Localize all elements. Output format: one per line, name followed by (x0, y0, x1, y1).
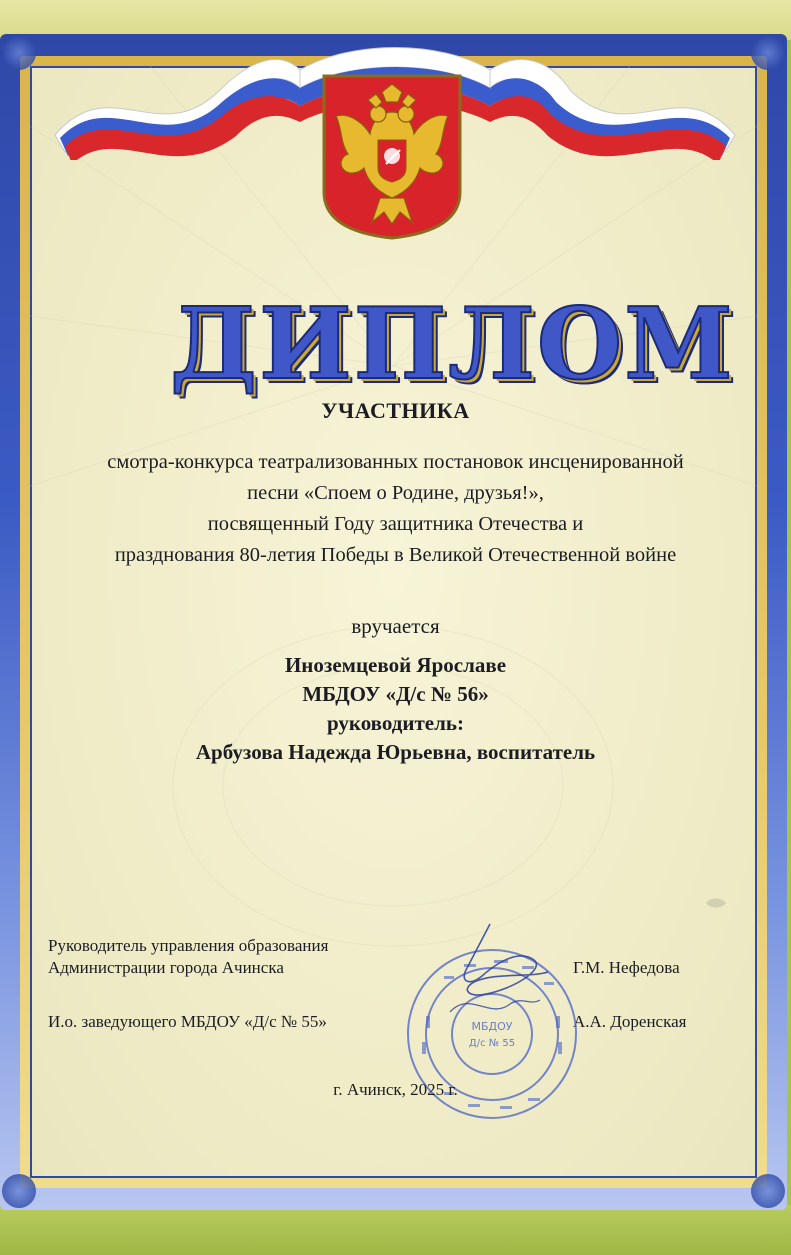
city-year: г. Ачинск, 2025 г. (333, 1080, 458, 1099)
recipient-block (40, 651, 751, 767)
description-line: празднования 80-летия Победы в Великой Отечественной войне (114, 544, 677, 566)
stamp-text-1: МБДОУ (471, 1020, 513, 1033)
diploma-subtitle: УЧАСТНИКА (321, 398, 470, 423)
corner-ornament-top-left (2, 36, 36, 70)
stamp-text-2: Д/с № 55 (468, 1038, 516, 1049)
corner-ornament-bottom-left (2, 1174, 36, 1208)
official-name: Г.М. Нефедова (573, 958, 680, 977)
official-title-row-2 (48, 958, 728, 980)
diploma-title (170, 287, 735, 402)
description-line: посвященный Году защитника Отечества и (207, 513, 584, 535)
supervisor-name: Арбузова Надежда Юрьевна, воспитатель (195, 740, 596, 764)
recipient-organization: МБДОУ «Д/с № 56» (302, 682, 489, 706)
russian-coat-of-arms-icon (320, 72, 464, 240)
supervisor-label: руководитель: (326, 711, 465, 735)
description-line: песни «Споем о Родине, друзья!», (247, 482, 544, 504)
diploma-description (40, 447, 751, 571)
official-title-line1: Руководитель управления образования (48, 936, 329, 955)
head-row (48, 1012, 728, 1034)
recipient-name: Иноземцевой Ярославе (284, 653, 507, 677)
photo-background-bottom (0, 1205, 791, 1255)
paper-stain (704, 895, 728, 911)
awarded-label: вручается (351, 614, 440, 638)
head-name: А.А. Доренская (573, 1012, 687, 1031)
head-title: И.о. заведующего МБДОУ «Д/с № 55» (48, 1012, 327, 1031)
official-title-row-1 (48, 936, 728, 958)
official-title-line2: Администрации города Ачинска (48, 958, 284, 977)
description-line: смотра-конкурса театрализованных постановок инсценированной (107, 451, 684, 473)
handwritten-signature-icon (430, 920, 560, 1030)
corner-ornament-top-right (751, 36, 785, 70)
diploma-title-text: ДИПЛОМ (170, 287, 735, 402)
signatures-block (48, 936, 728, 1034)
corner-ornament-bottom-right (751, 1174, 785, 1208)
